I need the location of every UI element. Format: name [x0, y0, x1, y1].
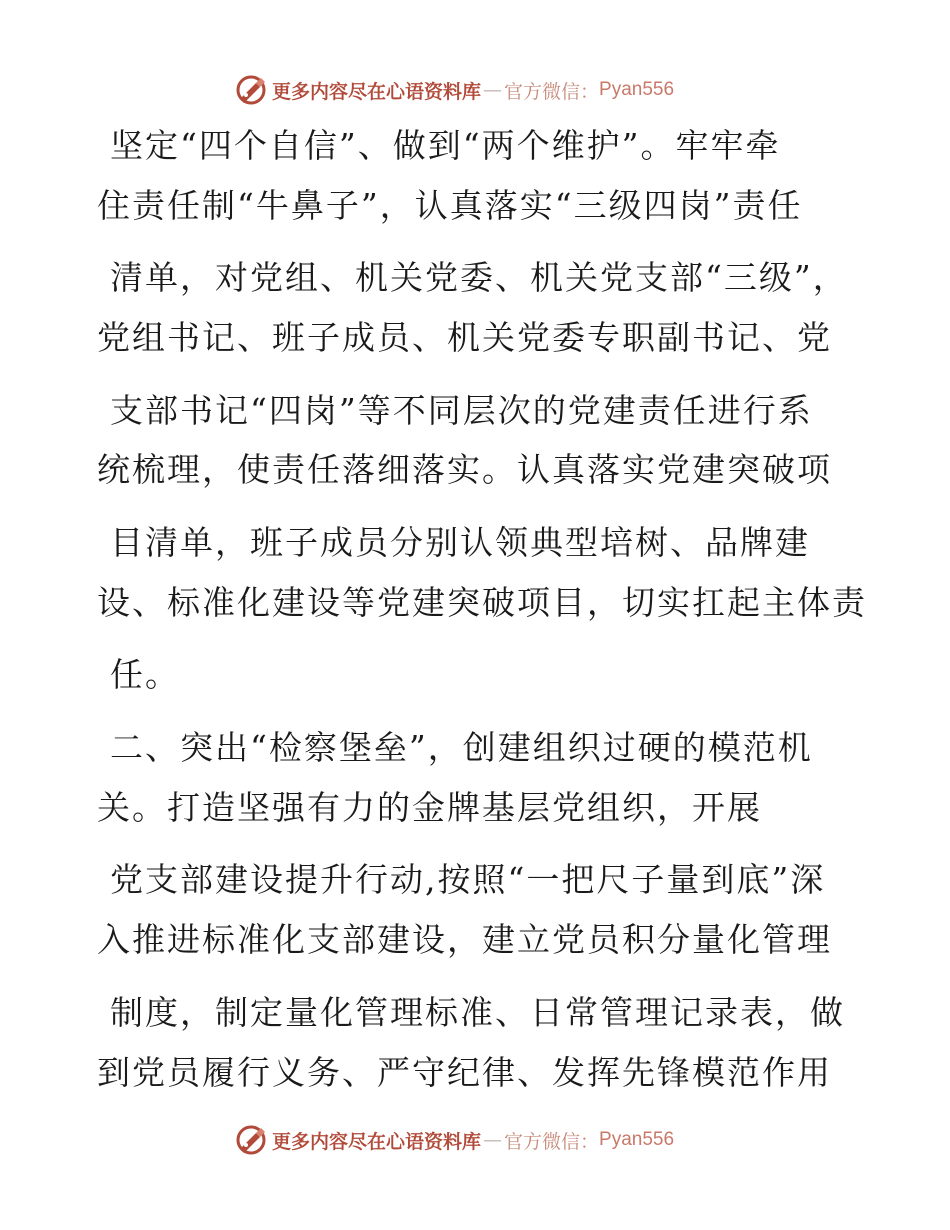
body-line: 清单，对党组、机关党委、机关党支部“三级”，	[110, 258, 848, 297]
body-line: 入推进标准化支部建设，建立党员积分量化管理	[97, 920, 832, 959]
header-separator: —	[483, 79, 503, 101]
header-watermark-banner	[234, 70, 674, 110]
header-contact-id: Pyan556	[599, 79, 675, 100]
body-line: 住责任制“牛鼻子”，认真落实“三级四岗”责任	[97, 186, 803, 225]
body-line: 关。打造坚强有力的金牌基层党组织，开展	[97, 788, 762, 827]
header-contact-text: 官方微信：	[504, 80, 600, 103]
body-line: 任。	[110, 655, 180, 694]
body-line: 统梳理，使责任落细落实。认真落实党建突破项	[97, 450, 832, 489]
footer-watermark-banner	[234, 1120, 674, 1160]
body-line: 到党员履行义务、严守纪律、发挥先锋模范作用	[97, 1053, 832, 1092]
body-line: 目清单，班子成员分别认领典型培树、品牌建	[110, 523, 810, 562]
pen-logo-icon	[234, 73, 268, 107]
body-line: 制度，制定量化管理标准、日常管理记录表，做	[110, 993, 845, 1032]
body-line: 坚定“四个自信”、做到“两个维护”。牢牢牵	[110, 126, 781, 165]
pen-logo-icon	[234, 1123, 268, 1157]
footer-contact-id: Pyan556	[599, 1129, 675, 1150]
footer-brand-text: 更多内容尽在心语资料库	[272, 1130, 482, 1153]
body-line: 支部书记“四岗”等不同层次的党建责任进行系	[110, 391, 813, 430]
header-brand-text: 更多内容尽在心语资料库	[272, 80, 482, 103]
footer-separator: —	[483, 1129, 503, 1151]
body-line: 党组书记、班子成员、机关党委专职副书记、党	[97, 318, 832, 357]
footer-contact-text: 官方微信：	[504, 1130, 600, 1153]
body-line: 党支部建设提升行动,按照“一把尺子量到底”深	[110, 860, 826, 899]
body-line: 二、突出“检察堡垒”，创建组织过硬的模范机	[110, 728, 813, 767]
body-line: 设、标准化建设等党建突破项目，切实扛起主体责	[97, 583, 867, 622]
